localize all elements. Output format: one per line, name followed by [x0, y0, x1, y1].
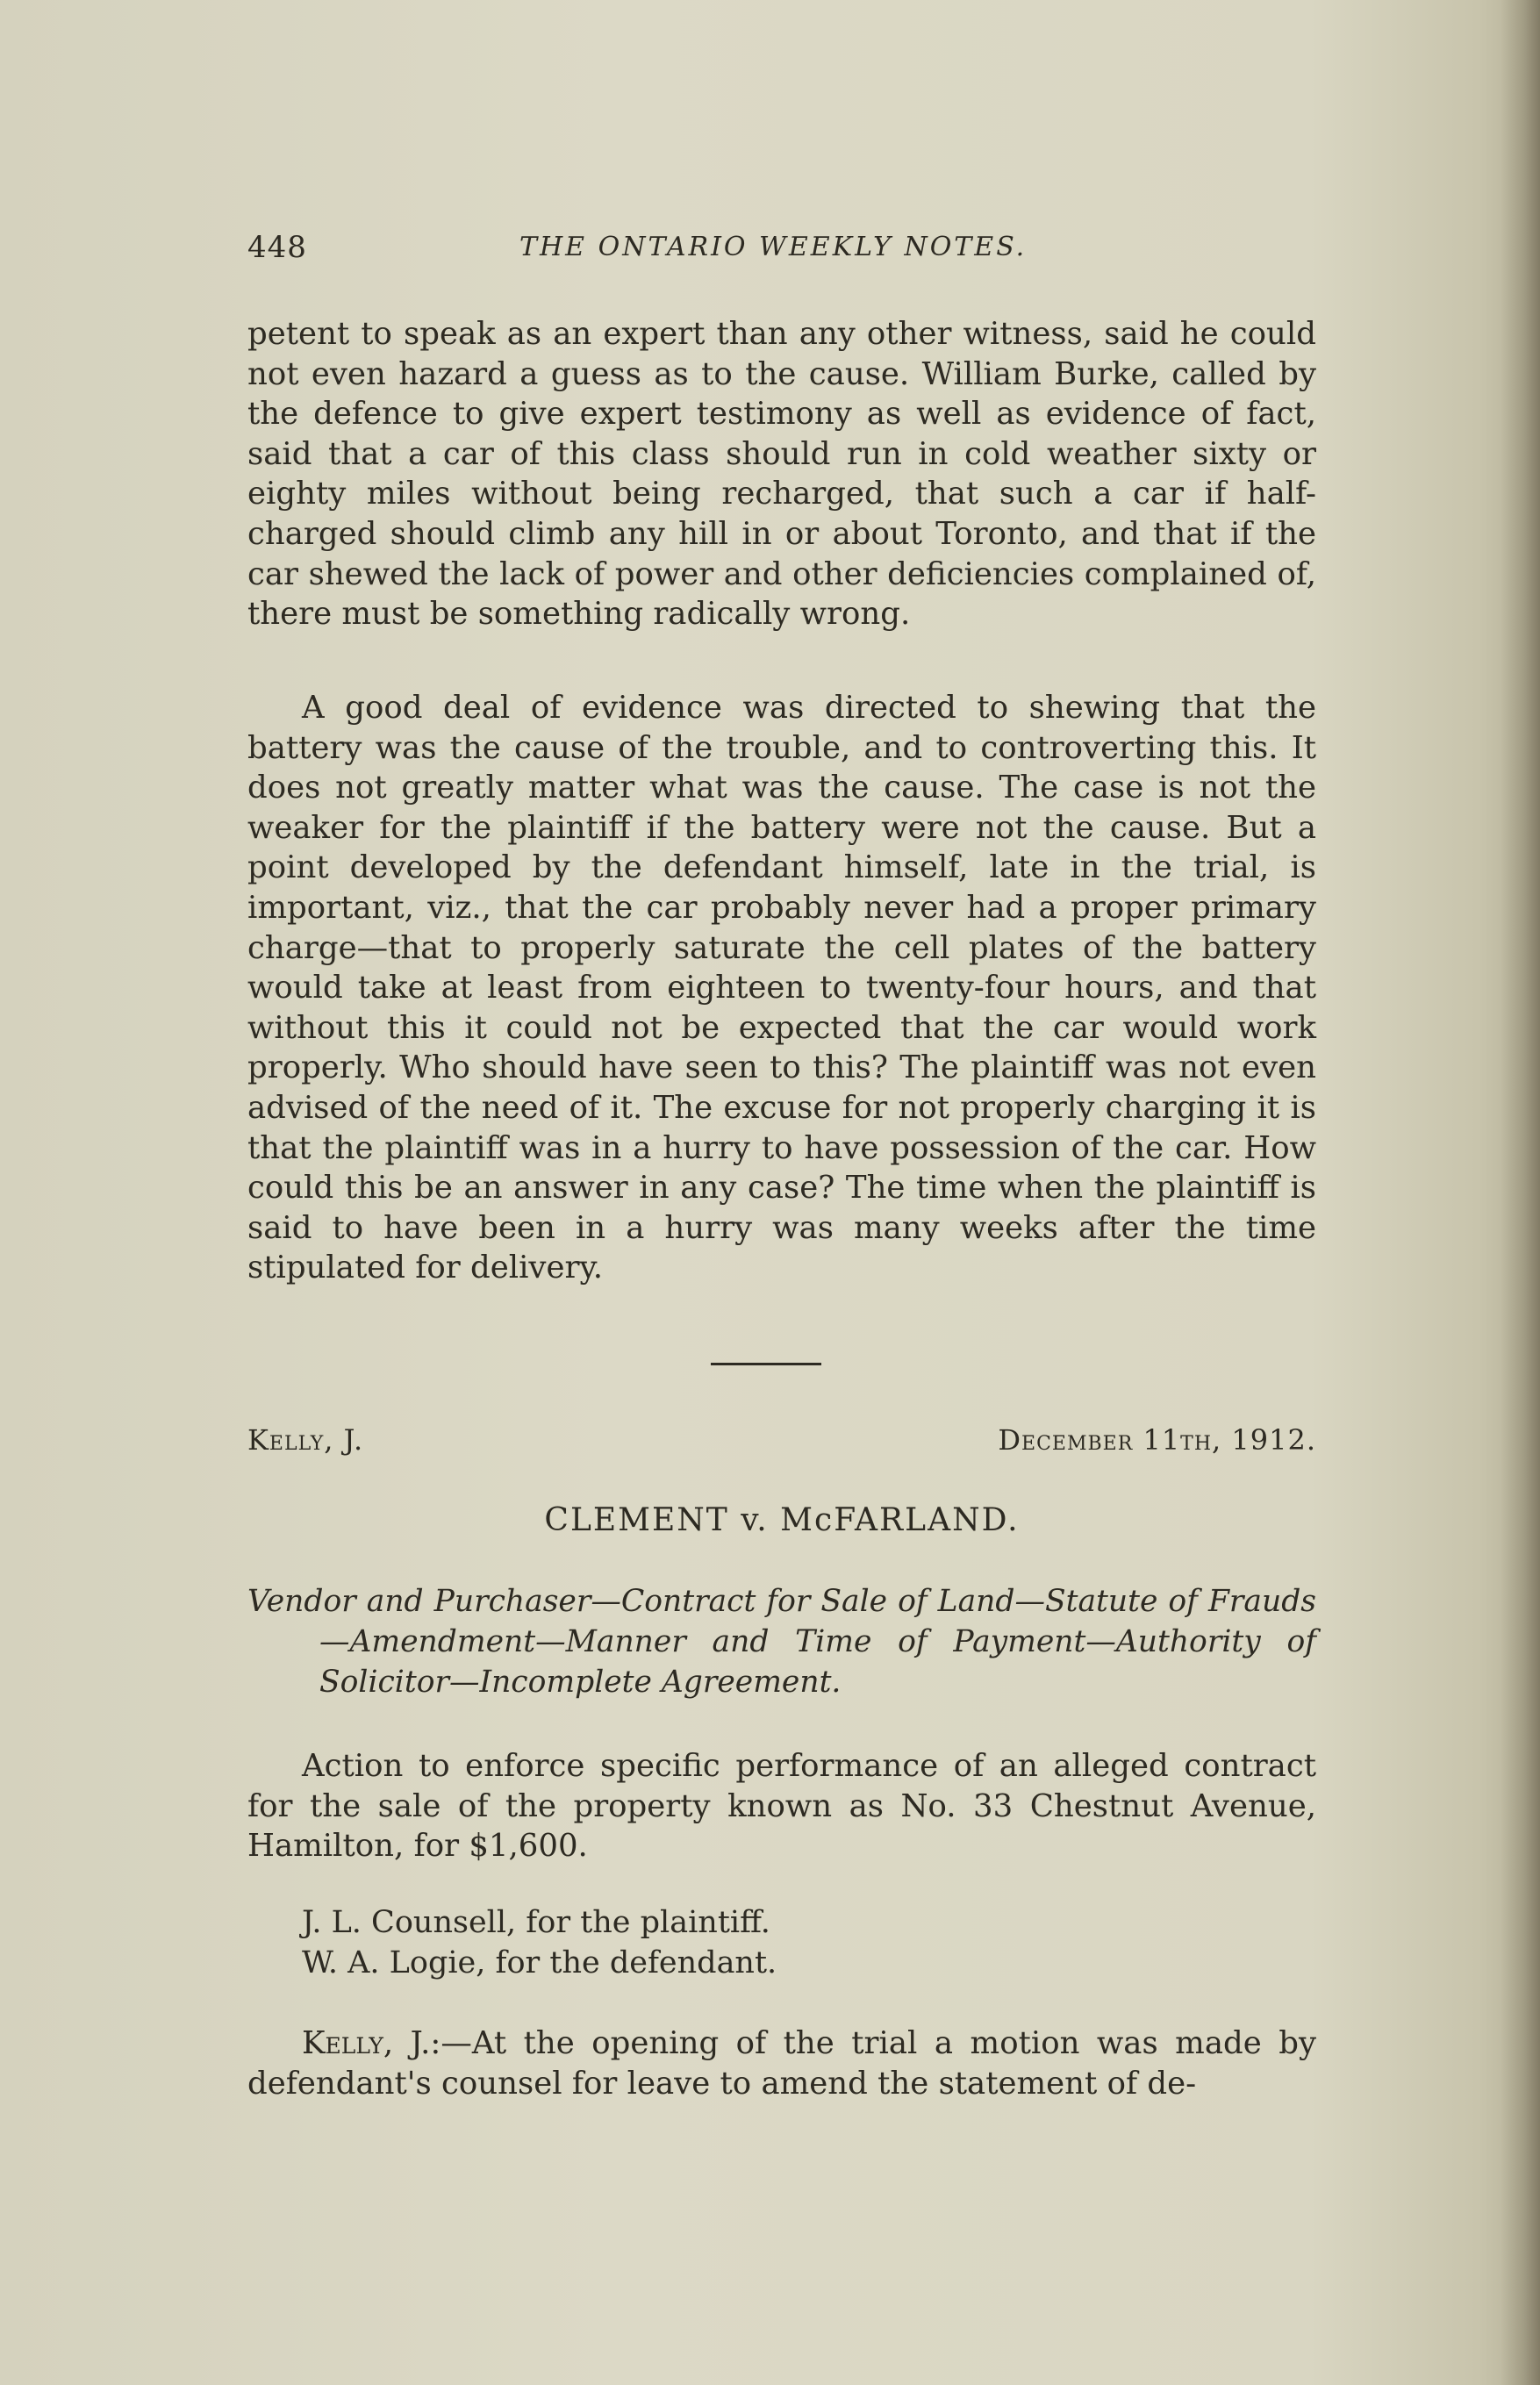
page-edge-shadow [1501, 0, 1540, 2385]
decision-date: December 11th, 1912. [998, 1423, 1316, 1457]
counsel-defendant: W. A. Logie, for the defendant. [302, 1945, 777, 1980]
paragraph-evidence [247, 688, 1316, 1288]
page-header [247, 230, 1300, 274]
paragraph-text: A good deal of evidence was directed to shewing that the battery was the cause of the trouble, and to controverting this. It does not greatly matter what was the cause. The case is not the weaker for the plaintiff if the battery were not the cause. But a point developed by the defendant himself, late in the trial, is important, viz., that the car probably never had a proper primary charge—that to properly saturate the cell plates of the battery would take at least from eighteen to twenty-four hours, and that without this it could not be expected that the car would work properly. Who should have seen to this? The plaintiff was not even advised of the need of it. The excuse for not properly charging it is that the plaintiff was in a hurry to have possession of the car. How could this be an answer in any case? The time when the plaintiff is said to have been in a hurry was many weeks after the time stipulated for delivery. [247, 690, 1316, 1286]
judge-name: Kelly, J. [247, 1423, 364, 1457]
opinion-judge: Kelly, J. [302, 2025, 431, 2061]
paragraph-continuation [247, 314, 1316, 634]
paragraph-text [247, 2023, 1316, 2103]
paragraph-text: petent to speak as an expert than any other witness, said he could not even hazard a guess as to the cause. William Burke, called by the defence to give expert testimony as well as evidence of fact, said that a car of this class should run in cold weather sixty or eighty miles without being recharged, that such a car if half-charged should climb any hill in or about Toronto, and that if the car shewed the lack of power and other deficiencies complained of, there must be something radically wrong. [247, 316, 1316, 633]
case-title: CLEMENT v. McFARLAND. [544, 1502, 1020, 1538]
action-summary [247, 1746, 1316, 1866]
section-divider [711, 1363, 821, 1365]
running-head: THE ONTARIO WEEKLY NOTES. [519, 232, 1028, 262]
opinion-paragraph [247, 2023, 1316, 2103]
page-number: 448 [247, 230, 307, 265]
paragraph-text: Action to enforce specific performance of an alleged contract for the sale of the property known as No. 33 Chestnut Avenue, Hamilton, for $1,600. [247, 1748, 1316, 1865]
counsel-plaintiff: J. L. Counsell, for the plaintiff. [302, 1905, 770, 1940]
judge-date-line [247, 1423, 1316, 1467]
opinion-text: :—At the opening of the trial a motion was made by defendant's counsel for leave to amend the statement of de- [247, 2025, 1316, 2102]
case-headnote: Vendor and Purchaser—Contract for Sale of Land—Statute of Frauds—Amendment—Manner and Time of Payment—Authority of Solicitor—Incomplete Agreement. [247, 1584, 1316, 1700]
